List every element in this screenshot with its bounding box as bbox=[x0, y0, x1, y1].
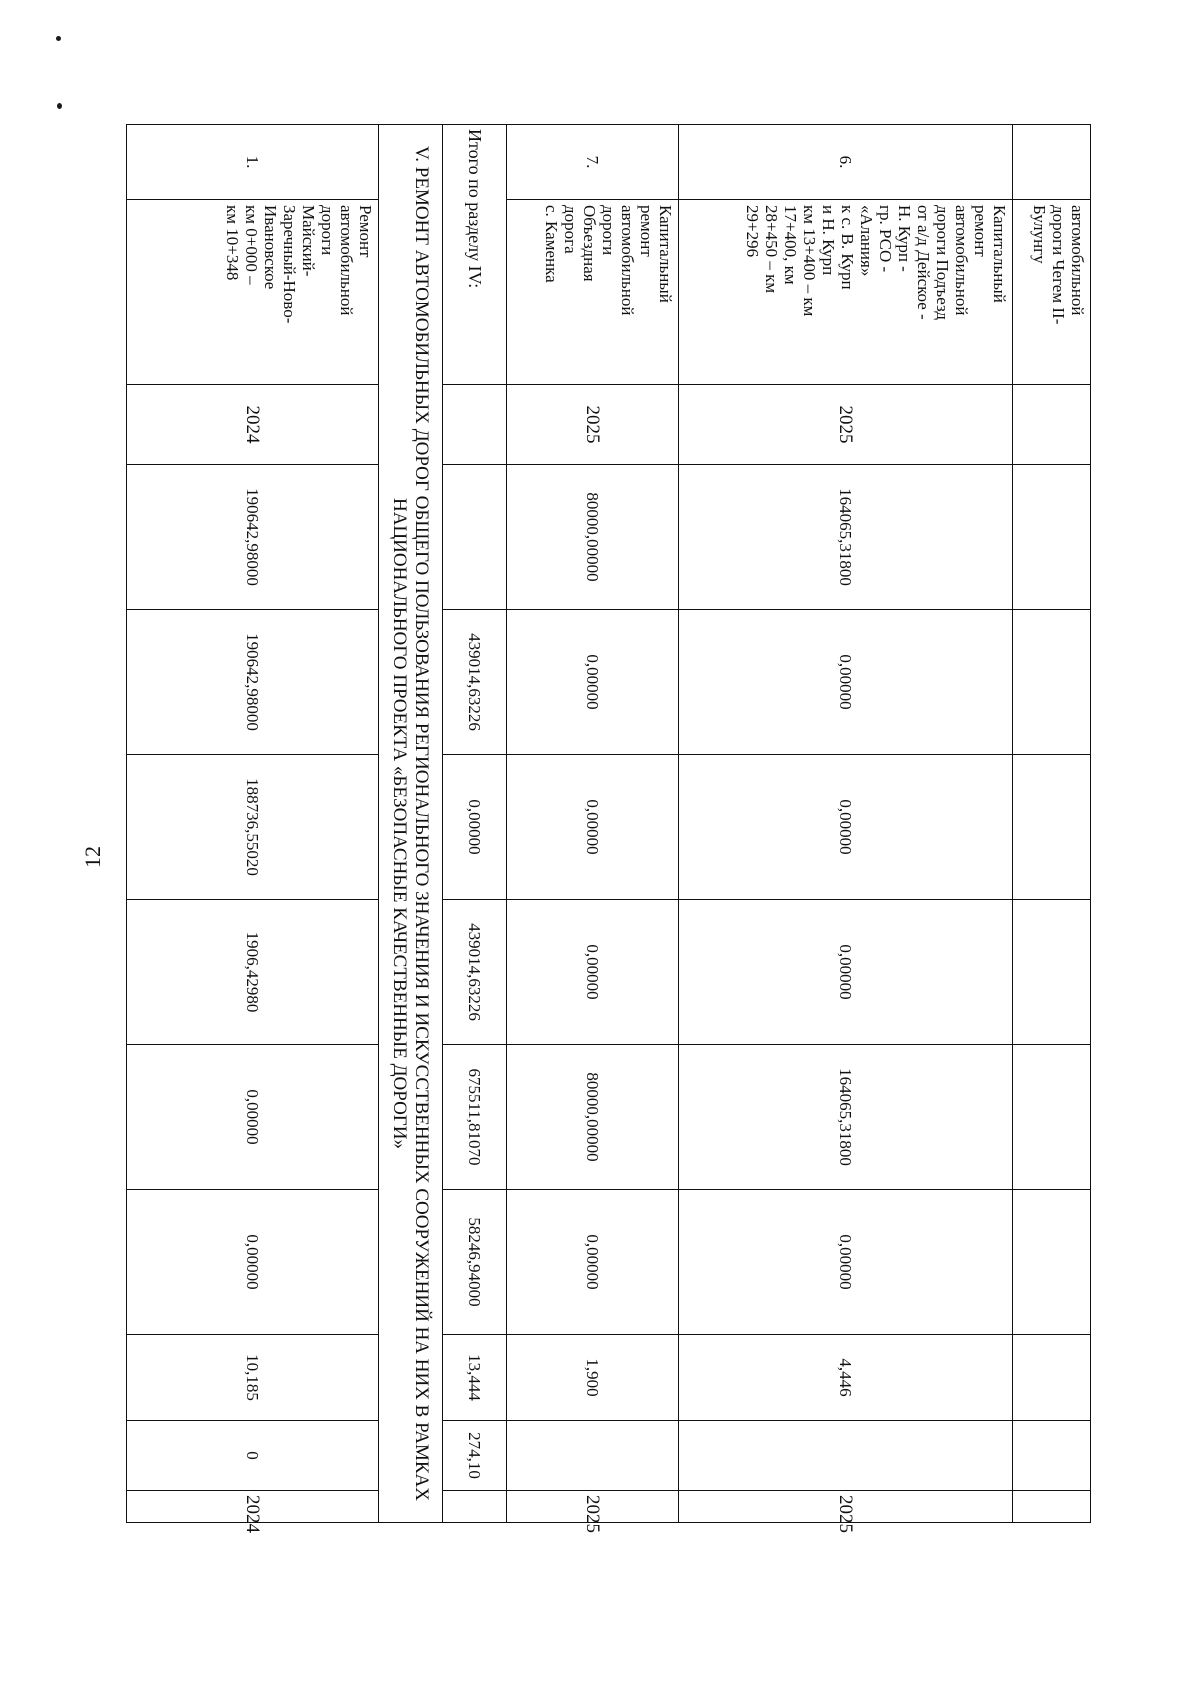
road-repair-table bbox=[126, 124, 1091, 1533]
total-cell: 164065,31800 bbox=[679, 465, 1013, 610]
fund-c-cell: 1906,42980 bbox=[127, 900, 379, 1045]
fund-c-cell: 0,00000 bbox=[507, 900, 679, 1045]
fund-d-cell: 0,00000 bbox=[127, 1045, 379, 1190]
road-name-line: дороги bbox=[598, 205, 618, 256]
road-name-line: автомобильной bbox=[617, 205, 637, 316]
length-2-cell bbox=[507, 1421, 679, 1491]
fund-b-cell: 0,00000 bbox=[679, 755, 1013, 900]
road-name-line: автомобильной bbox=[336, 205, 356, 316]
fund-d-cell bbox=[1013, 1045, 1091, 1190]
fund-c-cell bbox=[1013, 900, 1091, 1045]
table-row bbox=[679, 125, 1013, 1523]
road-name-line: Булунгу bbox=[1029, 205, 1049, 264]
total-cell bbox=[1013, 465, 1091, 610]
year-to-cell: 2025 bbox=[679, 1491, 1013, 1523]
road-name-line: автомобильной bbox=[1068, 205, 1087, 316]
length-cell: 1,900 bbox=[507, 1335, 679, 1421]
road-name-line: 17+400, км bbox=[780, 205, 800, 285]
fund-b-cell: 188736,55020 bbox=[127, 755, 379, 900]
road-name-line: дороги Чегем II- bbox=[1048, 205, 1068, 325]
section-header: V. РЕМОНТ АВТОМОБИЛЬНЫХ ДОРОГ ОБЩЕГО ПОЛЬЗОВАНИЯ РЕГИОНАЛЬНОГО ЗНАЧЕНИЯ И ИСКУССТВЕННЫХ СООРУЖЕНИЙ НА НИХ В РАМКАХ НАЦИОНАЛЬНОГО ПРОЕКТА «БЕЗОПАСНЫЕ КАЧЕСТВЕННЫЕ ДОРОГИ» bbox=[379, 125, 443, 1523]
total-cell bbox=[443, 465, 507, 610]
length-cell: 10,185 bbox=[127, 1335, 379, 1421]
row-index: 6. bbox=[679, 125, 1013, 200]
year-from-cell: 2025 bbox=[679, 385, 1013, 465]
fund-a-cell bbox=[1013, 610, 1091, 755]
road-name-cell bbox=[1013, 200, 1091, 385]
fund-e-cell bbox=[1013, 1190, 1091, 1335]
road-name-line: дорога bbox=[560, 205, 580, 254]
road-name-line: 28+450 – км bbox=[761, 205, 781, 294]
year-from-cell: 2025 bbox=[507, 385, 679, 465]
road-name-line: от а/д Дейское - bbox=[913, 205, 933, 320]
fund-a-cell: 190642,98000 bbox=[127, 610, 379, 755]
length-cell bbox=[1013, 1335, 1091, 1421]
year-to-cell bbox=[1013, 1491, 1091, 1523]
year-from-cell: 2024 bbox=[127, 385, 379, 465]
length-2-cell bbox=[1013, 1421, 1091, 1491]
fund-d-cell: 675511,81070 bbox=[443, 1045, 507, 1190]
fund-b-cell: 0,00000 bbox=[443, 755, 507, 900]
road-name-line: Заречный-Ново- bbox=[279, 205, 299, 324]
fund-a-cell: 439014,63226 bbox=[443, 610, 507, 755]
road-name-line: Майский- bbox=[298, 205, 318, 277]
road-name-line: км 0+000 – bbox=[241, 205, 261, 285]
fund-d-cell: 164065,31800 bbox=[679, 1045, 1013, 1190]
length-cell: 4,446 bbox=[679, 1335, 1013, 1421]
road-name-cell bbox=[127, 200, 379, 385]
total-label: Итого по разделу IV: bbox=[443, 125, 507, 385]
year-from-cell bbox=[443, 385, 507, 465]
road-name-cell bbox=[679, 200, 1013, 385]
length-cell: 13,444 bbox=[443, 1335, 507, 1421]
row-index: 7. bbox=[507, 125, 679, 200]
fund-d-cell: 80000,00000 bbox=[507, 1045, 679, 1190]
year-to-cell bbox=[443, 1491, 507, 1523]
road-name-line: ремонт bbox=[636, 205, 656, 257]
road-name-line: дороги Подъезд bbox=[932, 205, 952, 321]
total-cell: 80000,00000 bbox=[507, 465, 679, 610]
fund-c-cell: 439014,63226 bbox=[443, 900, 507, 1045]
page-number: 12 bbox=[80, 846, 105, 868]
section-header-row bbox=[379, 125, 443, 1523]
road-name-line: автомобильной bbox=[951, 205, 971, 316]
road-name-line: и Н. Курп bbox=[818, 205, 838, 276]
road-name-line: 29+296 bbox=[742, 205, 762, 258]
road-name-line: гр. РСО - bbox=[875, 205, 895, 273]
road-name-cell bbox=[507, 200, 679, 385]
road-name-line: Капитальный bbox=[656, 205, 675, 303]
year-to-cell: 2024 bbox=[127, 1491, 379, 1523]
fund-e-cell: 0,00000 bbox=[507, 1190, 679, 1335]
row-index bbox=[1013, 125, 1091, 200]
road-name-line: Ивановское bbox=[260, 205, 280, 290]
row-index: 1. bbox=[127, 125, 379, 200]
length-2-cell: 0 bbox=[127, 1421, 379, 1491]
table-row bbox=[1013, 125, 1091, 1523]
road-name-line: Объездная bbox=[579, 205, 599, 282]
road-name-line: с. Каменка bbox=[541, 205, 561, 283]
fund-e-cell: 0,00000 bbox=[127, 1190, 379, 1335]
fund-a-cell: 0,00000 bbox=[507, 610, 679, 755]
road-name-line: Капитальный bbox=[990, 205, 1009, 303]
scan-speck bbox=[57, 103, 62, 109]
fund-e-cell: 0,00000 bbox=[679, 1190, 1013, 1335]
road-name-line: «Алания» bbox=[856, 205, 876, 277]
fund-b-cell: 0,00000 bbox=[507, 755, 679, 900]
road-name-line: к с. В. Курп bbox=[837, 205, 857, 290]
road-name-line: дороги bbox=[317, 205, 337, 256]
fund-e-cell: 58246,94000 bbox=[443, 1190, 507, 1335]
fund-c-cell: 0,00000 bbox=[679, 900, 1013, 1045]
fund-a-cell: 0,00000 bbox=[679, 610, 1013, 755]
fund-b-cell bbox=[1013, 755, 1091, 900]
table-row bbox=[507, 125, 679, 1523]
road-name-line: Н. Курп - bbox=[894, 205, 914, 272]
total-row bbox=[443, 125, 507, 1523]
road-name-line: Ремонт bbox=[356, 205, 375, 258]
year-from-cell bbox=[1013, 385, 1091, 465]
road-name-line: км 13+400 – км bbox=[799, 205, 819, 317]
scan-speck bbox=[56, 36, 61, 41]
length-2-cell bbox=[679, 1421, 1013, 1491]
road-name-line: ремонт bbox=[970, 205, 990, 257]
length-2-cell: 274,10 bbox=[443, 1421, 507, 1491]
table-row bbox=[127, 125, 379, 1523]
total-cell: 190642,98000 bbox=[127, 465, 379, 610]
road-name-line: км 10+348 bbox=[222, 205, 242, 281]
rotated-table-container bbox=[127, 124, 1091, 1533]
year-to-cell: 2025 bbox=[507, 1491, 679, 1523]
